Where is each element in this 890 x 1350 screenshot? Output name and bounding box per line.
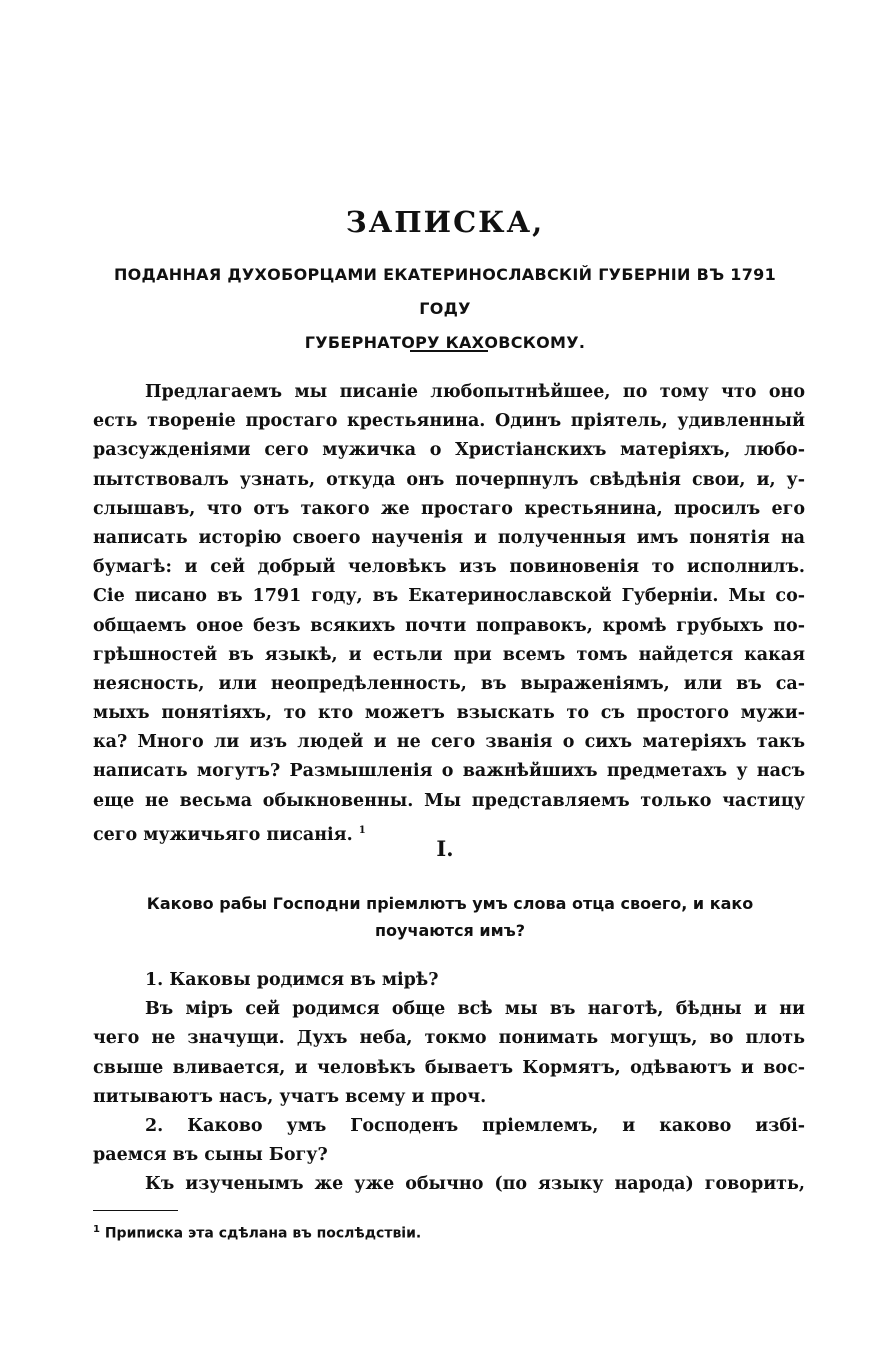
footnote-reference[interactable]: 1 — [358, 824, 366, 836]
answer-line: свыше вливается, и человѣкъ бываетъ Кормятъ, одѣваютъ и вос- — [93, 1057, 805, 1078]
question-line: 1. Каковы родимся въ мірѣ? — [145, 970, 439, 990]
text-line: грѣшностей въ языкѣ, и естьли при всемъ томъ найдется какая — [93, 644, 805, 665]
section-heading — [125, 890, 775, 944]
page-subtitle — [90, 258, 800, 360]
text-line: есть твореніе простаго крестьянина. Одинъ пріятель, удивленный — [93, 411, 805, 432]
section-heading-line: поучаются имъ? — [374, 921, 525, 940]
text-line: слышавъ, что отъ такого же простаго крестьянина, просилъ его — [93, 498, 805, 519]
question-line: 2. Каково умъ Господенъ пріемлемъ, и каково избі- — [145, 1115, 805, 1136]
text-line: написать исторію своего наученія и полученныя имъ понятія на — [93, 527, 805, 548]
text-line: мыхъ понятіяхъ, то кто можетъ взыскать то съ простого мужи- — [93, 703, 805, 724]
intro-paragraph — [93, 378, 805, 845]
text-line: еще не весьма обыкновенны. Мы представляемъ только частицу — [93, 790, 805, 811]
text-line: Сіе писано въ 1791 году, въ Екатеринославской Губерніи. Мы со- — [93, 586, 805, 607]
subtitle-line: ГУБЕРНАТОРУ КАХОВСКОМУ. — [304, 333, 586, 352]
title-divider — [410, 350, 488, 352]
text-line: ка? Много ли изъ людей и не сего званія о сихъ матеріяхъ такъ — [93, 732, 805, 753]
text-line: написать могутъ? Размышленія о важнѣйшихъ предметахъ у насъ — [93, 761, 805, 782]
text-line: Предлагаемъ мы писаніе любопытнѣйшее, по тому что оно — [145, 382, 805, 402]
subtitle-line: ПОДАННАЯ ДУХОБОРЦАМИ ЕКАТЕРИНОСЛАВСКІЙ ГУБЕРНІИ ВЪ 1791 ГОДУ — [113, 265, 777, 318]
answer-line: питываютъ насъ, учатъ всему и проч. — [93, 1086, 487, 1107]
answer-line: Къ изученымъ же уже обычно (по языку народа) говорить, — [145, 1174, 805, 1195]
text-line: пытствовалъ узнать, откуда онъ почерпнулъ свѣдѣнія свои, и, у- — [93, 469, 805, 490]
footnote-divider — [93, 1210, 178, 1211]
page-title: ЗАПИСКА, — [345, 205, 545, 239]
footnote — [93, 1224, 793, 1242]
text-line: бумагѣ: и сей добрый человѣкъ изъ повиновенія то исполнилъ. — [93, 557, 805, 578]
footnote-text: Приписка эта сдѣлана въ послѣдствіи. — [104, 1225, 422, 1242]
text-line: неясность, или неопредѣленность, въ выраженіямъ, или въ са- — [93, 673, 805, 694]
text-line: разсужденіями сего мужичка о Христіанскихъ матеріяхъ, любо- — [93, 440, 805, 461]
text-line: общаемъ оное безъ всякихъ почти поправокъ, кромѣ грубыхъ по- — [93, 615, 805, 636]
question-line: раемся въ сыны Богу? — [93, 1145, 328, 1166]
text-line: сего мужичьяго писанія. — [93, 824, 353, 845]
answer-line: чего не значущи. Духъ неба, токмо понимать могущъ, во плоть — [93, 1028, 805, 1049]
footnote-mark: 1 — [93, 1224, 100, 1235]
answer-line: Въ міръ сей родимся обще всѣ мы въ наготѣ, бѣдны и ни — [145, 999, 805, 1020]
section-heading-line: Каково рабы Господни пріемлютъ умъ слова отца своего, и како — [146, 894, 754, 913]
section-number: I. — [436, 836, 454, 861]
questions-block — [93, 966, 805, 1200]
